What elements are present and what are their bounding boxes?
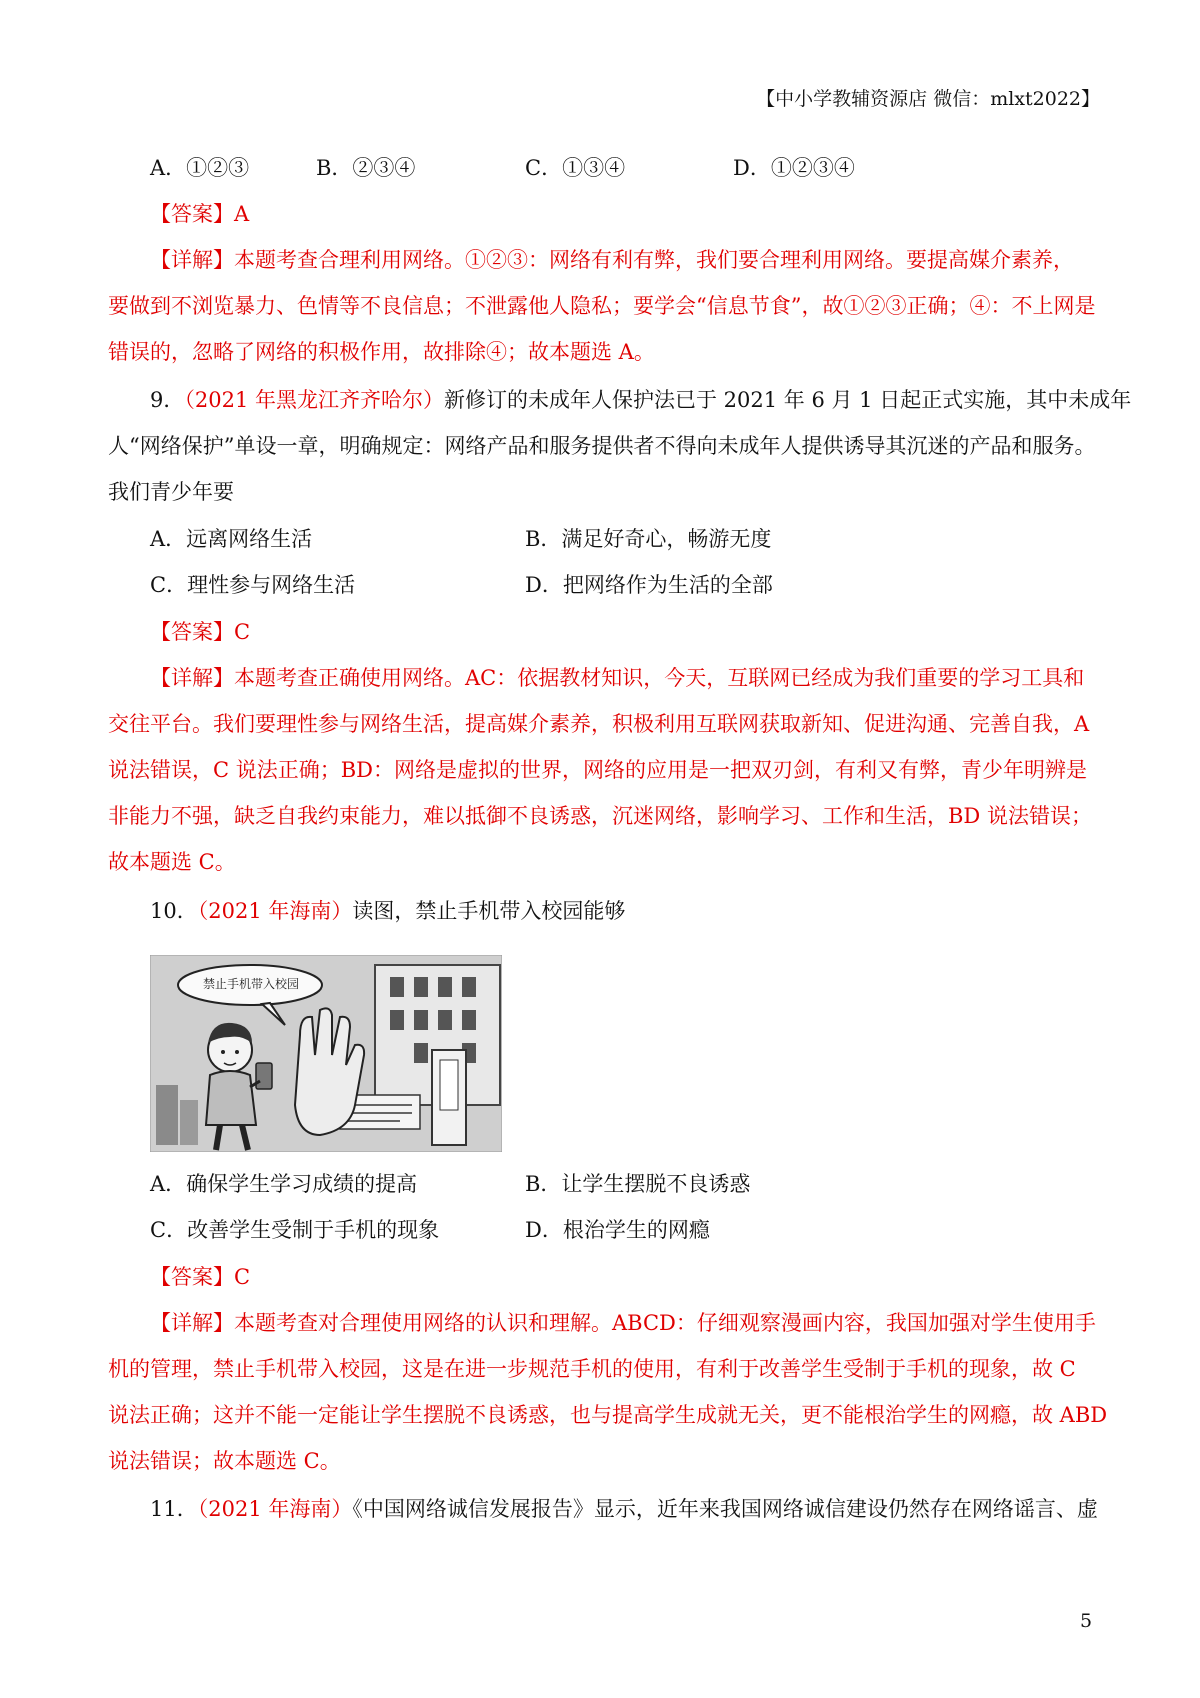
page-header: 【中小学教辅资源店 微信：mlxt2022】: [756, 88, 1100, 110]
q9-stem-line: 我们青少年要: [108, 480, 234, 504]
question-source: （2021 年黑龙江齐齐哈尔）: [184, 388, 444, 412]
answer-value: C: [234, 620, 251, 644]
explain-tag: 【详解】: [150, 1311, 234, 1335]
question-source: （2021 年海南）: [197, 899, 353, 923]
q8-option-b: B．②③④: [316, 156, 416, 180]
q9-option-b: B．满足好奇心，畅游无度: [525, 527, 772, 551]
explain-text: 本题考查合理利用网络。①②③：网络有利有弊，我们要合理利用网络。要提高媒介素养，: [234, 248, 1074, 272]
question-source: （2021 年海南）: [197, 1497, 353, 1521]
q9-option-a: A．远离网络生活: [150, 527, 313, 551]
q10-option-c: C．改善学生受制于手机的现象: [150, 1218, 440, 1242]
question-number: 11．: [150, 1497, 198, 1521]
q8-option-c: C．①③④: [525, 156, 626, 180]
q9-option-c: C．理性参与网络生活: [150, 573, 356, 597]
q9-explain-line: 非能力不强，缺乏自我约束能力，难以抵御不良诱惑，沉迷网络，影响学习、工作和生活，BD 说法错误；: [108, 804, 1092, 828]
explain-text: 本题考查对合理使用网络的认识和理解。ABCD：仔细观察漫画内容，我国加强对学生使用手: [234, 1311, 1096, 1335]
q10-explain-line: 说法错误；故本题选 C。: [108, 1449, 341, 1473]
q10-option-d: D．根治学生的网瘾: [525, 1218, 710, 1242]
q10-explain-line: 机的管理，禁止手机带入校园，这是在进一步规范手机的使用，有利于改善学生受制于手机的现象，故 C: [108, 1357, 1076, 1381]
q11-stem: [150, 1494, 1098, 1524]
question-number: 9．: [150, 388, 185, 412]
q9-explain-line: 说法错误，C 说法正确；BD：网络是虚拟的世界，网络的应用是一把双刃剑，有利又有弊，青少年明辨是: [108, 758, 1088, 782]
q10-stem: [150, 896, 1098, 926]
question-stem: 新修订的未成年人保护法已于 2021 年 6 月 1 日起正式实施，其中未成年: [444, 388, 1132, 412]
question-stem: 读图，禁止手机带入校园能够: [352, 899, 626, 923]
q9-stem-line: [150, 385, 1132, 415]
q8-option-d: D．①②③④: [733, 156, 855, 180]
page-number: 5: [1080, 1610, 1093, 1632]
q9-explain-line: 故本题选 C。: [108, 850, 236, 874]
q10-option-a: A．确保学生学习成绩的提高: [150, 1172, 418, 1196]
answer-tag: 【答案】: [150, 1265, 234, 1289]
q9-answer: [150, 617, 1098, 647]
q8-explain-line: 错误的，忽略了网络的积极作用，故排除④；故本题选 A。: [108, 340, 655, 364]
q9-explain-line: [150, 663, 1098, 693]
q8-explain-line: 要做到不浏览暴力、色情等不良信息；不泄露他人隐私；要学会“信息节食”，故①②③正确；④：不上网是: [108, 294, 1096, 318]
q8-explain-line: [150, 245, 1098, 275]
answer-tag: 【答案】: [150, 202, 234, 226]
q8-answer: [150, 199, 1098, 229]
q9-option-d: D．把网络作为生活的全部: [525, 573, 773, 597]
explain-tag: 【详解】: [150, 248, 234, 272]
q9-stem-line: 人“网络保护”单设一章，明确规定：网络产品和服务提供者不得向未成年人提供诱导其沉迷的产品和服务。: [108, 434, 1096, 458]
cartoon-bubble-text: 禁止手机带入校园: [202, 977, 299, 991]
question-stem: 《中国网络诚信发展报告》显示，近年来我国网络诚信建设仍然存在网络谣言、虚: [352, 1497, 1098, 1521]
q9-explain-line: 交往平台。我们要理性参与网络生活，提高媒介素养，积极利用互联网获取新知、促进沟通、完善自我，A: [108, 712, 1090, 736]
q10-explain-line: 说法正确；这并不能一定能让学生摆脱不良诱惑，也与提高学生成就无关，更不能根治学生的网瘾，故 ABD: [108, 1403, 1108, 1427]
explain-tag: 【详解】: [150, 666, 234, 690]
answer-value: C: [234, 1265, 251, 1289]
q10-option-b: B．让学生摆脱不良诱惑: [525, 1172, 751, 1196]
q10-explain-line: [150, 1308, 1098, 1338]
cartoon-image: [150, 955, 502, 1152]
answer-tag: 【答案】: [150, 620, 234, 644]
q10-answer: [150, 1262, 1098, 1292]
question-number: 10．: [150, 899, 198, 923]
answer-value: A: [234, 202, 250, 226]
q8-option-a: A．①②③: [150, 156, 250, 180]
explain-text: 本题考查正确使用网络。AC：依据教材知识，今天，互联网已经成为我们重要的学习工具和: [234, 666, 1085, 690]
